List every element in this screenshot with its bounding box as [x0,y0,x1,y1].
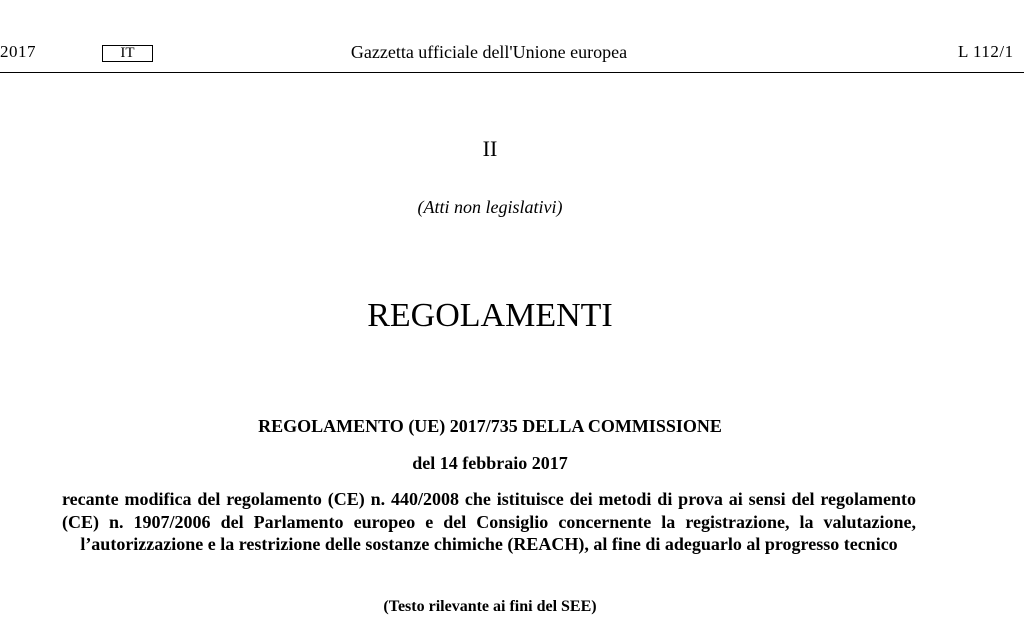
part-subtitle: (Atti non legislativi) [417,197,563,217]
regulation-subject: recante modifica del regolamento (CE) n. 440/2008 che istituisce dei metodi di prova ai sensi del regolamento (CE) n. 1907/2006 del Parlamento europeo e del Consiglio concernente la registrazione, la valutazione, l’autorizzazione e la restrizione delle sostanze chimiche (REACH), al fine di adeguarlo al progresso tecnico [62,489,916,554]
regulation-title: REGOLAMENTO (UE) 2017/735 DELLA COMMISSIONE [258,416,722,436]
journal-header [0,0,1024,73]
section-heading: REGOLAMENTI [367,297,613,334]
page-reference: L 112/1 [958,42,1014,61]
header-divider [0,72,1024,73]
header-date: 2017 [0,42,36,61]
journal-title: Gazzetta ufficiale dell'Unione europea [350,42,628,62]
regulation-date: del 14 febbraio 2017 [412,453,568,473]
eea-relevance-note: (Testo rilevante ai fini del SEE) [383,598,597,615]
part-number: II [482,136,498,161]
language-code-box: IT [102,45,153,62]
